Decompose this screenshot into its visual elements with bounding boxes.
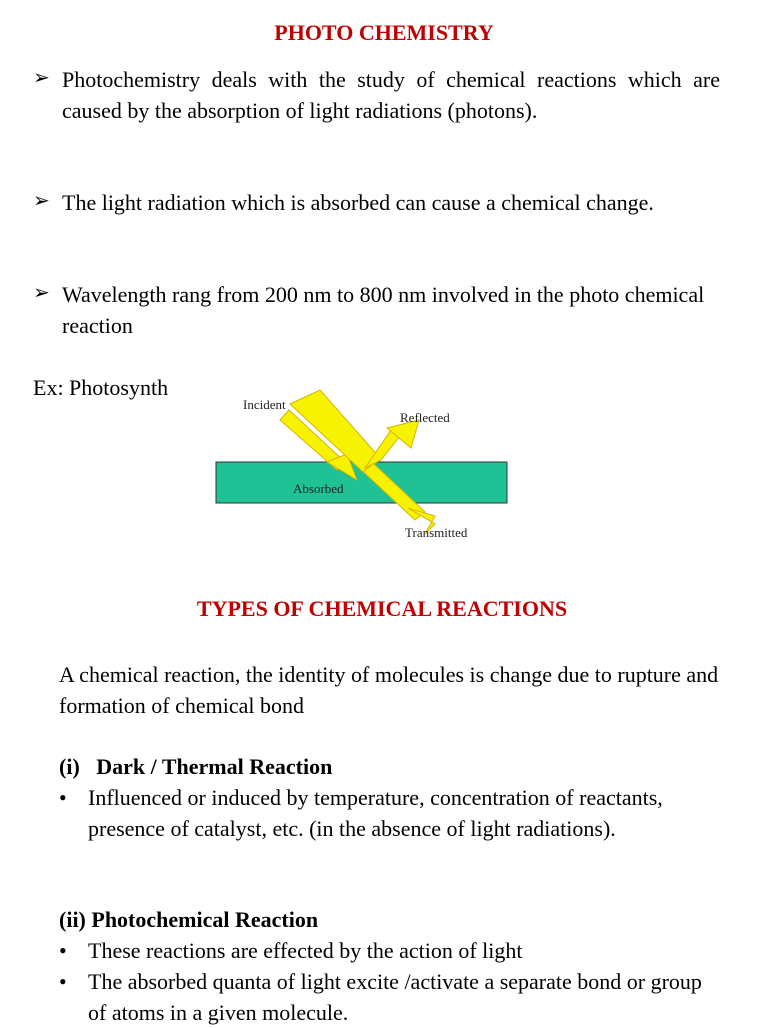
arrow-bullet-icon: ➢ (33, 190, 50, 212)
intro-paragraph: A chemical reaction, the identity of molecules is change due to rupture and formation of chemical bond (59, 662, 719, 718)
arrow-bullet-icon: ➢ (33, 67, 50, 89)
arrow-bullet-icon: ➢ (33, 282, 50, 304)
page-title: PHOTO CHEMISTRY (274, 20, 494, 45)
example-text: Ex: Photosynth (33, 375, 169, 400)
absorbed-label: Absorbed (293, 481, 344, 496)
bullet-text: Photochemistry deals with the study of chemical reactions which are caused by the absorption of light radiations (photons). (62, 67, 720, 123)
transmitted-label: Transmitted (405, 525, 468, 540)
light-interaction-diagram (205, 372, 515, 548)
photochemical-item: These reactions are effected by the action of light (88, 938, 523, 963)
bullet-text: The light radiation which is absorbed can cause a chemical change. (62, 190, 654, 215)
dark-reaction-item: Influenced or induced by temperature, concentration of reactants, presence of catalyst, etc. (in the absence of light radiations). (88, 785, 663, 841)
incident-label: Incident (243, 397, 286, 412)
photochemical-heading: (ii) Photochemical Reaction (59, 907, 319, 932)
photochemical-item: The absorbed quanta of light excite /activate a separate bond or group of atoms in a given molecule. (88, 969, 702, 1025)
bullet-dot-icon: • (59, 785, 67, 810)
bullet-text: Wavelength rang from 200 nm to 800 nm involved in the photo chemical reaction (62, 282, 705, 338)
bullet-dot-icon: • (59, 969, 67, 994)
reflected-label: Reflected (400, 410, 450, 425)
section-title: TYPES OF CHEMICAL REACTIONS (196, 596, 568, 621)
dark-reaction-heading: (i) Dark / Thermal Reaction (59, 754, 333, 779)
bullet-dot-icon: • (59, 938, 67, 963)
